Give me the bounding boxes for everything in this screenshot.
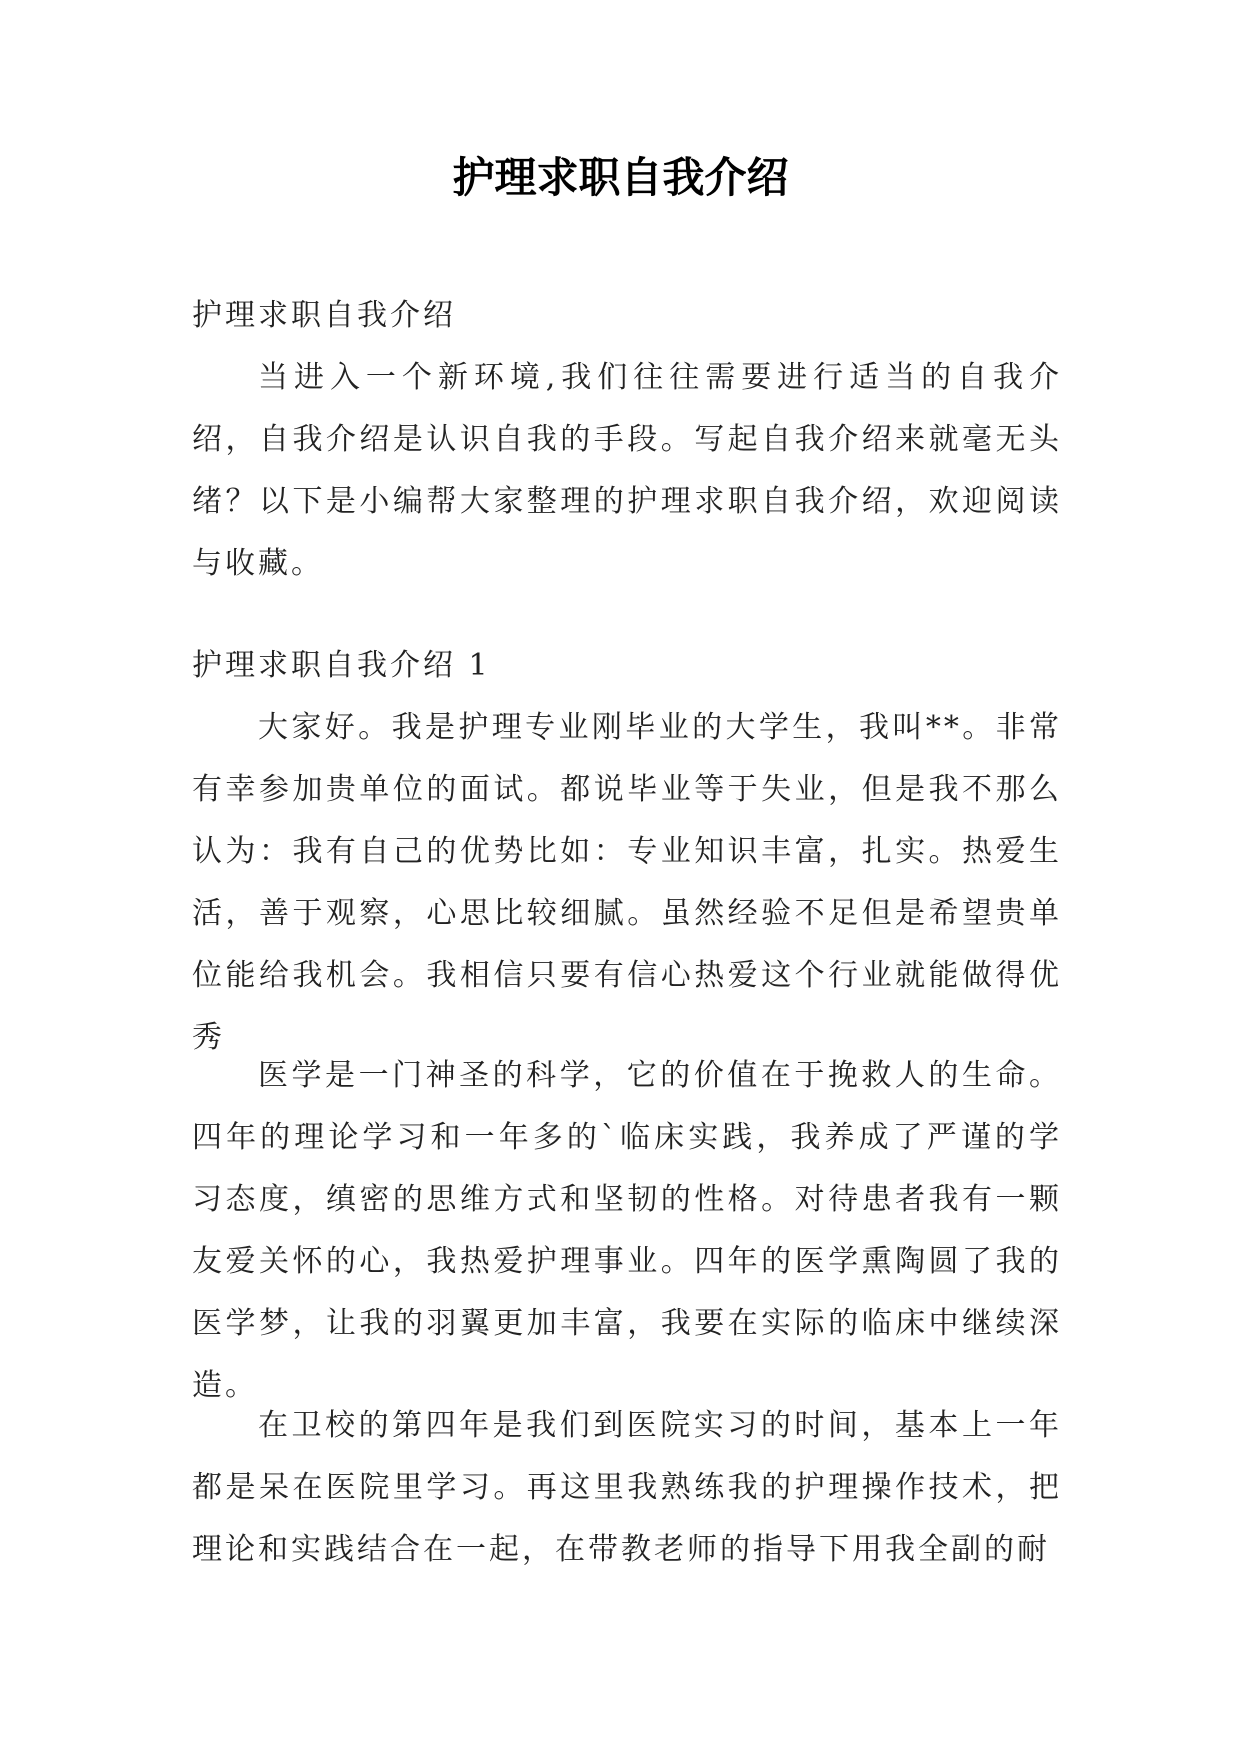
section-1-paragraph-3: 在卫校的第四年是我们到医院实习的时间，基本上一年都是呆在医院里学习。再这里我熟练我的护理操作技术，把理论和实践结合在一起，在带教老师的指导下用我全副的耐 <box>192 1408 1062 1567</box>
section-1-paragraph-2: 医学是一门神圣的科学，它的价值在于挽救人的生命。四年的理论学习和一年多的`临床实践，我养成了严谨的学习态度，缜密的思维方式和坚韧的性格。对待患者我有一颗友爱关怀的心，我热爱护理事业。四年的医学熏陶圆了我的医学梦，让我的羽翼更加丰富，我要在实际的临床中继续深造。 <box>192 1058 1062 1403</box>
section-heading-1: 护理求职自我介绍 1 <box>192 648 491 683</box>
section-1-paragraph-1: 大家好。我是护理专业刚毕业的大学生，我叫**。非常有幸参加贵单位的面试。都说毕业等于失业，但是我不那么认为：我有自己的优势比如：专业知识丰富，扎实。热爱生活，善于观察，心思比较细腻。虽然经验不足但是希望贵单位能给我机会。我相信只要有信心热爱这个行业就能做得优秀 <box>192 710 1062 1055</box>
intro-paragraph: 当进入一个新环境,我们往往需要进行适当的自我介绍，自我介绍是认识自我的手段。写起自我介绍来就毫无头绪？以下是小编帮大家整理的护理求职自我介绍，欢迎阅读与收藏。 <box>192 360 1062 581</box>
page-title: 护理求职自我介绍 <box>452 153 789 202</box>
section-heading-intro: 护理求职自我介绍 <box>192 298 456 333</box>
